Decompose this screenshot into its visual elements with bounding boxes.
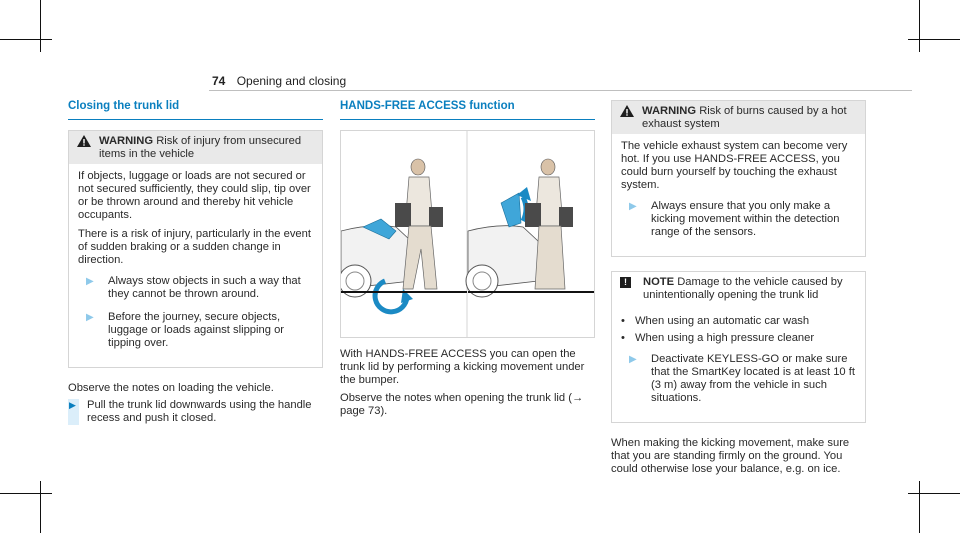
warning-header (69, 131, 322, 164)
section-title: Closing the trunk lid (68, 100, 323, 120)
crop-mark (40, 481, 41, 533)
crop-mark (0, 493, 52, 494)
column-closing (68, 100, 323, 427)
page-header (212, 74, 346, 88)
step-bar (68, 399, 79, 425)
crop-mark (0, 39, 52, 40)
section-title: HANDS-FREE ACCESS function (340, 100, 595, 120)
header-divider (209, 90, 912, 91)
caption-text: With HANDS-FREE ACCESS you can open the trunk lid by performing a kicking movement under the bumper. (340, 348, 585, 386)
observe-text: Observe the notes on loading the vehicle. (68, 382, 274, 394)
warning-paragraph: If objects, luggage or loads are not secured or not secured sufficiently, they could slip, tip over or be thrown around and thereby hit vehicle occupants. (78, 170, 311, 221)
caption-text: Observe the notes when opening the trunk lid (→ page 73). (340, 392, 584, 417)
crop-mark (919, 481, 920, 533)
header-title: Opening and closing (236, 74, 347, 88)
warning-header (612, 101, 865, 134)
note-label: NOTE (643, 276, 675, 288)
step-arrow-icon: ▶ (629, 354, 637, 365)
warning-step: Before the journey, secure objects, luggage or loads against slipping or tipping over. (108, 311, 285, 349)
page-number: 74 (212, 74, 226, 88)
warning-title: Risk of burns caused by a hot exhaust system (642, 105, 847, 130)
warning-title: Risk of injury from unsecured items in the vehicle (99, 135, 302, 160)
warning-paragraph: The vehicle exhaust system can become very hot. If you use HANDS-FREE ACCESS, you could burn yourself by touching the exhaust system. (621, 140, 848, 191)
crop-mark (908, 493, 960, 494)
hands-free-illustration (340, 130, 595, 338)
bullet-icon: • (621, 332, 625, 344)
warning-label: WARNING (642, 105, 697, 117)
note-step: Deactivate KEYLESS-GO or make sure that the SmartKey located is at least 10 ft (3 m) away from the vehicle in such situations. (651, 353, 855, 404)
crop-mark (40, 0, 41, 52)
step-arrow-icon: ▶ (86, 312, 94, 323)
warning-box (68, 130, 323, 368)
step-arrow-icon: ▶ (86, 276, 94, 287)
note-header (612, 272, 865, 305)
warning-paragraph: There is a risk of injury, particularly in the event of sudden braking or a sudden change in direction. (78, 228, 311, 266)
warning-box (611, 100, 866, 257)
warning-step: Always ensure that you only make a kicking movement within the detection range of the sensors. (651, 200, 840, 238)
note-box (611, 271, 866, 423)
warning-triangle-icon (77, 135, 91, 147)
crop-mark (919, 0, 920, 52)
column-hands-free (340, 100, 595, 423)
warning-triangle-icon (620, 105, 634, 117)
illustration-image (341, 131, 594, 337)
step-arrow-icon: ▶ (629, 201, 637, 212)
note-title: Damage to the vehicle caused by unintentionally opening the trunk lid (643, 276, 843, 301)
step-arrow-icon: ▶ (69, 400, 76, 410)
crop-mark (908, 39, 960, 40)
instruction-step: Pull the trunk lid downwards using the handle recess and push it closed. (87, 399, 312, 424)
note-exclamation-icon: ! (620, 277, 631, 288)
column-warnings (611, 100, 866, 480)
bullet-icon: • (621, 315, 625, 327)
warning-step: Always stow objects in such a way that they cannot be thrown around. (108, 275, 301, 300)
note-bullet: When using an automatic car wash (635, 315, 810, 327)
closing-text: When making the kicking movement, make sure that you are standing firmly on the ground. You could otherwise lose your balance, e.g. on ice. (611, 437, 850, 475)
warning-label: WARNING (99, 135, 154, 147)
note-bullet: When using a high pressure cleaner (635, 332, 815, 344)
